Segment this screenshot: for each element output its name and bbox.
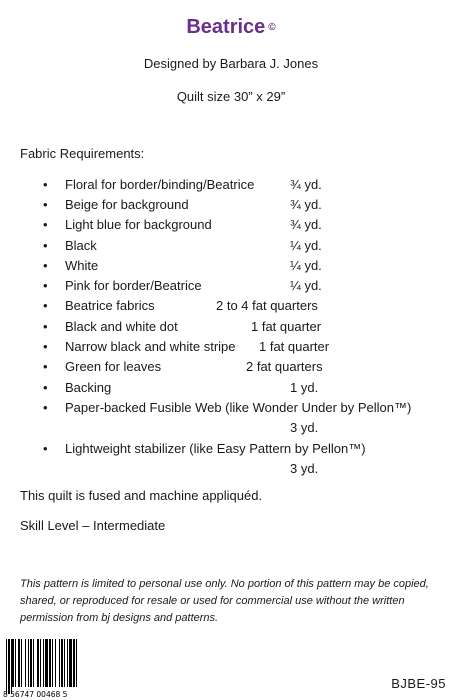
product-code: BJBE-95 — [391, 676, 446, 691]
pattern-title — [0, 16, 462, 39]
copyright-mark: © — [268, 22, 276, 33]
fabric-requirements-heading: Fabric Requirements: — [20, 146, 145, 161]
barcode-icon — [2, 639, 112, 699]
item-quantity: 1 yd. — [290, 380, 319, 395]
item-name: Narrow black and white stripe — [65, 339, 236, 354]
item-name: Beige for background — [65, 197, 189, 212]
item-name: Black and white dot — [65, 319, 178, 334]
item-name: Light blue for background — [65, 217, 212, 232]
bullet-icon: • — [43, 339, 48, 354]
bullet-icon: • — [43, 278, 48, 293]
bullet-icon: • — [43, 177, 48, 192]
pattern-title-text: Beatrice — [186, 16, 266, 38]
item-name: Paper-backed Fusible Web (like Wonder Under by Pellon™) — [65, 400, 412, 415]
method-note: This quilt is fused and machine appliquéd. — [20, 488, 263, 503]
item-quantity: 2 to 4 fat quarters — [216, 298, 318, 313]
bullet-icon: • — [43, 319, 48, 334]
item-quantity: 1 fat quarter — [251, 319, 322, 334]
bullet-icon: • — [43, 258, 48, 273]
item-name: Black — [65, 238, 97, 253]
quilt-size: Quilt size 30” x 29” — [176, 89, 286, 104]
item-quantity: 3 yd. — [290, 420, 319, 435]
item-name: Lightweight stabilizer (like Easy Pattern by Pellon™) — [65, 441, 366, 456]
barcode-number: 8 56747 00468 5 — [3, 690, 68, 699]
item-quantity: ¼ yd. — [290, 258, 322, 273]
item-name: Green for leaves — [65, 359, 162, 374]
item-quantity: 2 fat quarters — [246, 359, 323, 374]
item-quantity: ¼ yd. — [290, 238, 322, 253]
bullet-icon: • — [43, 298, 48, 313]
bullet-icon: • — [43, 441, 48, 456]
bullet-icon: • — [43, 400, 48, 415]
bullet-icon: • — [43, 217, 48, 232]
item-quantity: ¾ yd. — [290, 177, 322, 192]
item-name: Floral for border/binding/Beatrice — [65, 177, 255, 192]
bullet-icon: • — [43, 238, 48, 253]
item-name: Backing — [65, 380, 112, 395]
bullet-icon: • — [43, 380, 48, 395]
bullet-icon: • — [43, 359, 48, 374]
item-quantity: 1 fat quarter — [259, 339, 330, 354]
item-quantity: ¾ yd. — [290, 197, 322, 212]
item-name: White — [65, 258, 99, 273]
skill-level: Skill Level – Intermediate — [20, 518, 166, 533]
item-name: Beatrice fabrics — [65, 298, 155, 313]
item-name: Pink for border/Beatrice — [65, 278, 202, 293]
designer-credit: Designed by Barbara J. Jones — [143, 56, 319, 71]
usage-disclaimer: This pattern is limited to personal use only. No portion of this pattern may be copied, shared, or reproduced for resale or used for commercial use without the written permission from bj designs and patterns. — [20, 578, 429, 624]
bullet-icon: • — [43, 197, 48, 212]
item-quantity: 3 yd. — [290, 461, 319, 476]
item-quantity: ¼ yd. — [290, 278, 322, 293]
item-quantity: ¾ yd. — [290, 217, 322, 232]
